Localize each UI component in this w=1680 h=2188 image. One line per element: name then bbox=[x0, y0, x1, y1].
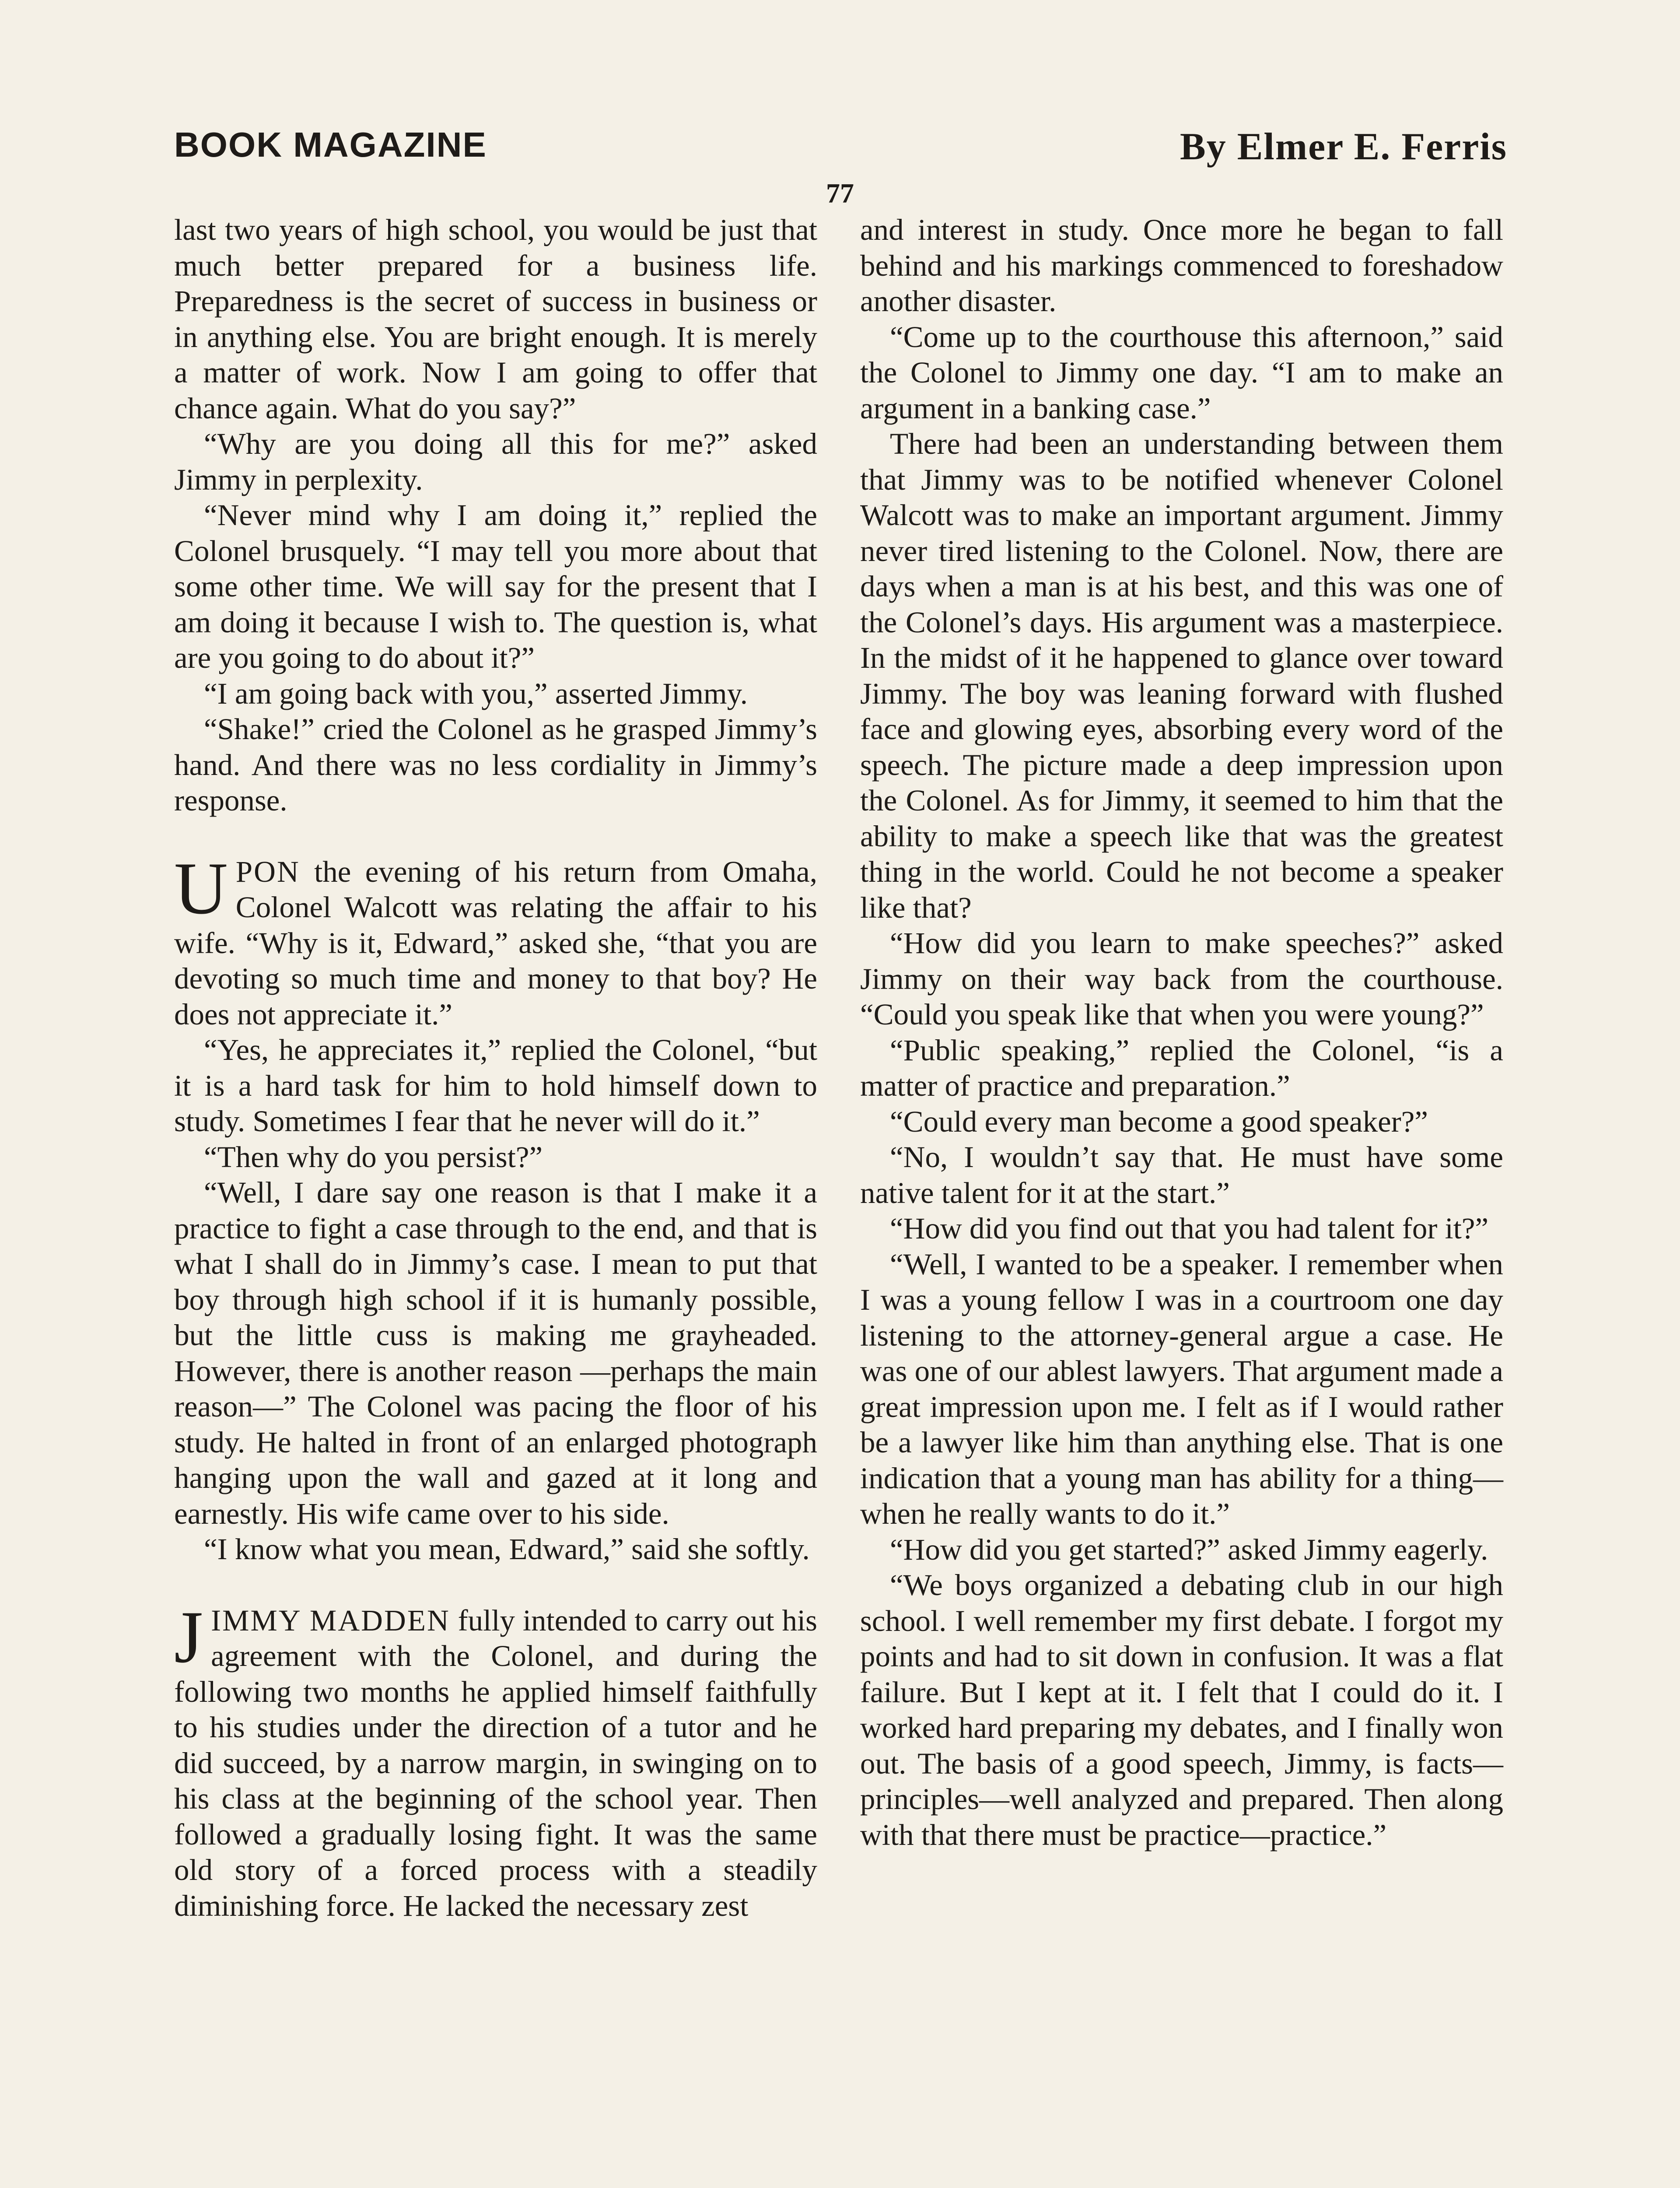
paragraph: “Yes, he appreciates it,” replied the Colonel, “but it is a hard task for him to hold himself down to study. Sometimes I fear that he never will do it.” bbox=[174, 1033, 817, 1138]
right-column bbox=[860, 212, 1503, 1853]
magazine-title: BOOK MAGAZINE bbox=[174, 125, 487, 164]
paragraph: “We boys organized a debating club in our high school. I well remember my first debate. I forgot my points and had to sit down in confusion. It was a flat failure. But I kept at it. I felt that I could do it. I worked hard preparing my debates, and I finally won out. The basis of a good speech, Jimmy, is facts—principles—well analyzed and prepared. Then along with that there must be practice—practice.” bbox=[860, 1568, 1503, 1851]
paragraph: “Could every man become a good speaker?” bbox=[890, 1105, 1428, 1138]
paragraph: “Public speaking,” replied the Colonel, “is a matter of practice and preparation.” bbox=[860, 1033, 1503, 1102]
paragraph: “How did you get started?” asked Jimmy eagerly. bbox=[890, 1532, 1488, 1566]
drop-cap: J bbox=[174, 1595, 203, 1678]
paragraph: “Come up to the courthouse this afternoon,” said the Colonel to Jimmy one day. “I am to make an argument in a banking case.” bbox=[860, 320, 1503, 425]
paragraph: “Well, I wanted to be a speaker. I remember when I was a young fellow I was in a courtroom one day listening to the attorney-general argue a case. He was one of our ablest lawyers. That argument made a great impression upon me. I felt as if I would rather be a lawyer like him than anything else. That is one indication that a young man has ability for a thing—when he really wants to do it.” bbox=[860, 1247, 1503, 1530]
paragraph: “Why are you doing all this for me?” asked Jimmy in perplexity. bbox=[174, 427, 817, 496]
small-caps-lead: IMMY MADDEN bbox=[211, 1603, 450, 1637]
left-column bbox=[174, 212, 817, 1924]
paragraph: “How did you learn to make speeches?” asked Jimmy on their way back from the courthouse. “Could you speak like that when you were young?” bbox=[860, 926, 1503, 1031]
paragraph-text: the evening of his return from Omaha, Colonel Walcott was relating the affair to his wife. “Why is it, Edward,” asked she, “that you are devoting so much time and money to that boy? He does not appreciate it.” bbox=[174, 855, 817, 1031]
section-opening-paragraph bbox=[174, 1595, 817, 1924]
paragraph: “Well, I dare say one reason is that I make it a practice to fight a case through to the end, and that is what I shall do in Jimmy’s case. I mean to put that boy through high school if it is humanly possible, but the little cuss is making me grayheaded. However, there is another reason —perhaps the main reason—” The Colonel was pacing the floor of his study. He halted in front of an enlarged photograph hanging upon the wall and gazed at it long and earnestly. His wife came over to his side. bbox=[174, 1176, 817, 1530]
paragraph: “How did you find out that you had talent for it?” bbox=[890, 1212, 1489, 1245]
paragraph: “Shake!” cried the Colonel as he grasped Jimmy’s hand. And there was no less cordiality in Jimmy’s response. bbox=[174, 712, 817, 817]
section-opening-paragraph bbox=[174, 847, 817, 1033]
drop-cap: U bbox=[174, 847, 228, 929]
paragraph-text: fully intended to carry out his agreement with the Colonel, and during the following two months he applied himself faithfully to his studies under the direction of a tutor and he did succeed, by a narrow margin, in swinging on to his class at the beginning of the school year. Then followed a gradually losing fight. It was the same old story of a forced process with a steadily diminishing force. He lacked the necessary zest bbox=[174, 1603, 817, 1922]
paragraph: “I know what you mean, Edward,” said she softly. bbox=[204, 1532, 810, 1566]
paragraph: “No, I wouldn’t say that. He must have some native talent for it at the start.” bbox=[860, 1140, 1503, 1210]
page-number: 77 bbox=[826, 178, 854, 209]
paragraph: last two years of high school, you would be just that much better prepared for a business life. Preparedness is the secret of success in business or in anything else. You are bright enough. It is merely a matter of work. Now I am going to offer that chance again. What do you say?” bbox=[174, 213, 817, 425]
small-caps-lead: PON bbox=[235, 855, 300, 888]
paragraph: There had been an understanding between them that Jimmy was to be notified whenever Colonel Walcott was to make an important argument. Jimmy never tired listening to the Colonel. Now, there are days when a man is at his best, and this was one of the Colonel’s days. His argument was a masterpiece. In the midst of it he happened to glance over toward Jimmy. The boy was leaning forward with flushed face and glowing eyes, absorbing every word of the speech. The picture made a deep impression upon the Colonel. As for Jimmy, it seemed to him that the ability to make a speech like that was the greatest thing in the world. Could he not become a speaker like that? bbox=[860, 427, 1503, 924]
author-byline: By Elmer E. Ferris bbox=[1180, 126, 1507, 168]
paragraph: and interest in study. Once more he began to fall behind and his markings commenced to foreshadow another disaster. bbox=[860, 213, 1503, 318]
paragraph: “I am going back with you,” asserted Jimmy. bbox=[204, 677, 748, 710]
paragraph: “Never mind why I am doing it,” replied the Colonel brusquely. “I may tell you more about that some other time. We will say for the present that I am doing it because I wish to. The question is, what are you going to do about it?” bbox=[174, 498, 817, 674]
paragraph: “Then why do you persist?” bbox=[204, 1140, 543, 1174]
